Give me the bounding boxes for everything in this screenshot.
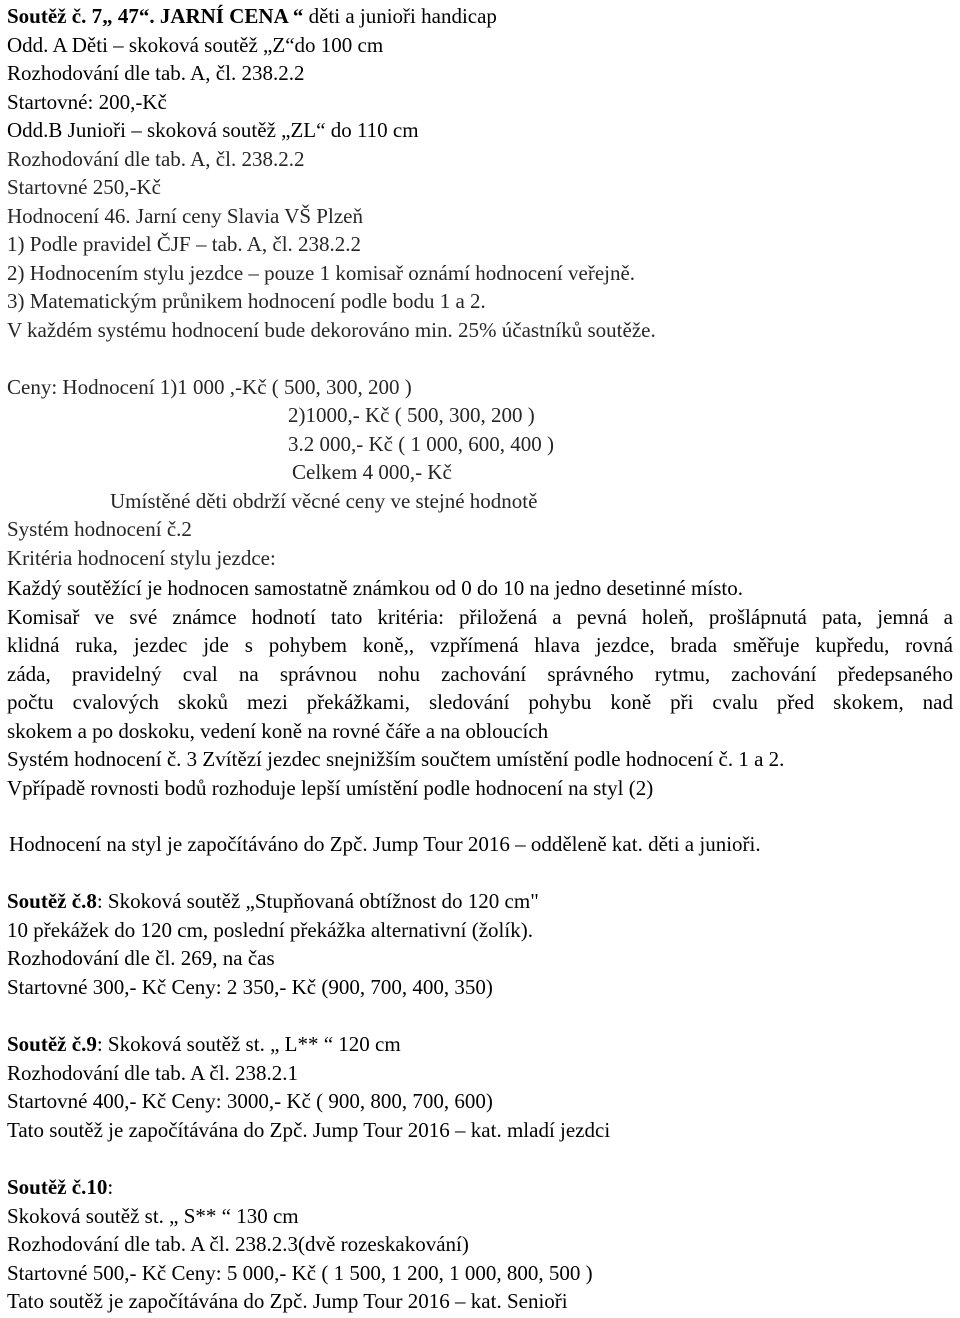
division-b-line: Odd.B Junioři – skoková soutěž „ZL“ do 110 cm xyxy=(7,118,419,142)
competition-9-line: Rozhodování dle tab. A čl. 238.2.1 xyxy=(7,1061,299,1085)
division-a-fee: Startovné: 200,-Kč xyxy=(7,90,167,114)
competition-10-heading xyxy=(7,1173,113,1201)
competition-10-line: Tato soutěž je započítávána do Zpč. Jump Tour 2016 – kat. Senioři xyxy=(7,1289,568,1313)
criteria-title: Kritéria hodnocení stylu jezdce: xyxy=(7,546,276,570)
decoration-note: V každém systému hodnocení bude dekorováno min. 25% účastníků soutěže. xyxy=(7,318,656,342)
competition-10-subtitle: : xyxy=(107,1175,114,1199)
children-prizes-note: Umístěné děti obdrží věcné ceny ve stejné hodnotě xyxy=(110,489,538,513)
competition-9-heading xyxy=(7,1030,401,1058)
competition-10-line: Startovné 500,- Kč Ceny: 5 000,- Kč ( 1 500, 1 200, 1 000, 800, 500 ) xyxy=(7,1261,593,1285)
prizes-total: Celkem 4 000,- Kč xyxy=(292,460,452,484)
prizes-line-1: Ceny: Hodnocení 1)1 000 ,-Kč ( 500, 300, 200 ) xyxy=(7,375,412,399)
competition-10-line: Rozhodování dle tab. A čl. 238.2.3(dvě rozeskakování) xyxy=(7,1232,469,1256)
prizes-line-3: 3.2 000,- Kč ( 1 000, 600, 400 ) xyxy=(288,432,554,456)
competition-10-title: Soutěž č.10 xyxy=(7,1175,108,1199)
competition-8-line: Startovné 300,- Kč Ceny: 2 350,- Kč (900, 700, 400, 350) xyxy=(7,975,493,999)
competition-9-title: Soutěž č.9 xyxy=(7,1032,97,1056)
competition-10-line: Skoková soutěž st. „ S** “ 130 cm xyxy=(7,1204,299,1228)
system-3-line: Systém hodnocení č. 3 Zvítězí jezdec snejnižším součtem umístění podle hodnocení č. 1 a 2. xyxy=(7,747,785,771)
tie-rule-line: Vpřípadě rovnosti bodů rozhoduje lepší umístění podle hodnocení na styl (2) xyxy=(7,776,654,800)
competition-9-line: Tato soutěž je započítávána do Zpč. Jump Tour 2016 – kat. mladí jezdci xyxy=(7,1118,611,1142)
division-b-fee: Startovné 250,-Kč xyxy=(7,175,161,199)
competition-9-line: Startovné 400,- Kč Ceny: 3000,- Kč ( 900, 800, 700, 600) xyxy=(7,1089,493,1113)
evaluation-heading: Hodnocení 46. Jarní ceny Slavia VŠ Plzeň xyxy=(7,204,363,228)
jump-tour-note: Hodnocení na styl je započítáváno do Zpč. Jump Tour 2016 – odděleně kat. děti a junioři. xyxy=(9,832,761,856)
system-2-title: Systém hodnocení č.2 xyxy=(7,517,192,541)
competition-9-subtitle: : Skoková soutěž st. „ L** “ 120 cm xyxy=(96,1032,401,1056)
division-b-rules: Rozhodování dle tab. A, čl. 238.2.2 xyxy=(7,147,305,171)
competition-8-heading xyxy=(7,887,539,915)
division-a-line: Odd. A Děti – skoková soutěž „Z“do 100 cm xyxy=(7,33,384,57)
criteria-line: klidná ruka, jezdec jde s pohybem koně,, vzpřímená hlava jezdce, brada směřuje kupředu, rovná xyxy=(7,633,953,657)
competition-7-subtitle: děti a junioři handicap xyxy=(303,4,497,28)
competition-8-line: 10 překážek do 120 cm, poslední překážka alternativní (žolík). xyxy=(7,918,533,942)
criteria-line: počtu cvalových skoků mezi překážkami, sledování pohybu koně při cvalu před skokem, nad xyxy=(7,690,953,714)
evaluation-rule-1: 1) Podle pravidel ČJF – tab. A, čl. 238.2.2 xyxy=(7,232,362,256)
criteria-line: Komisař ve své známce hodnotí tato kritéria: přiložená a pevná holeň, prošlápnutá pata, jemná a xyxy=(7,605,953,629)
competition-8-subtitle: : Skoková soutěž „Stupňovaná obtížnost do 120 cm" xyxy=(96,889,539,913)
competition-8-line: Rozhodování dle čl. 269, na čas xyxy=(7,946,275,970)
criteria-line: Každý soutěžící je hodnocen samostatně známkou od 0 do 10 na jedno desetinné místo. xyxy=(7,576,743,600)
competition-7-heading xyxy=(7,2,497,30)
competition-7-title: Soutěž č. 7„ 47“. JARNÍ CENA “ xyxy=(7,4,304,28)
criteria-line: skokem a po doskoku, vedení koně na rovné čáře a na obloucích xyxy=(7,719,549,743)
evaluation-rule-2: 2) Hodnocením stylu jezdce – pouze 1 komisař oznámí hodnocení veřejně. xyxy=(7,261,636,285)
evaluation-rule-3: 3) Matematickým průnikem hodnocení podle bodu 1 a 2. xyxy=(7,289,486,313)
criteria-line: záda, pravidelný cval na správnou nohu zachování správného rytmu, zachování předepsaného xyxy=(7,662,953,686)
prizes-line-2: 2)1000,- Kč ( 500, 300, 200 ) xyxy=(288,403,535,427)
competition-8-title: Soutěž č.8 xyxy=(7,889,97,913)
division-a-rules: Rozhodování dle tab. A, čl. 238.2.2 xyxy=(7,61,305,85)
